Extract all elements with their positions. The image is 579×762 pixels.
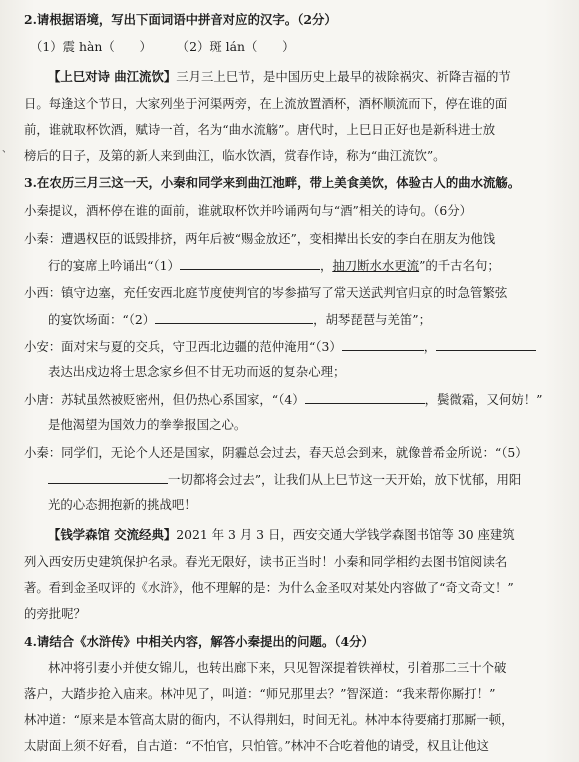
q3-tang-a2: ，鬓微霜，又何妨！”: [424, 392, 543, 407]
q3-xi-line-a: 小西：镇守边塞，充任安西北庭节度使判官的岑参描写了常天送武判官归京的时急管繁弦: [24, 285, 508, 300]
q4-line-1: 落户，大踏步抢入庙来。林冲见了，叫道：“师兄那里去？”智深道：“我来帮你厮打！”: [24, 686, 496, 701]
q2-heading: 2.请根据语境，写出下面词语中拼音对应的汉字。（2分）: [24, 12, 337, 27]
passage2-tag: 【钱学森馆 交流经典】: [48, 527, 177, 542]
q3-an-a1: 小安：面对宋与夏的交兵，守卫西北边疆的范仲淹用“（3）: [24, 339, 342, 354]
q3-qin-b1: 行的宴席上吟诵出“（1）: [48, 258, 180, 273]
q3-tang-line-b: 是他渴望为国效力的拳拳报国之心。: [48, 417, 247, 432]
passage2-text-0: 2021 年 3 月 3 日，西安交通大学钱学森图书馆等 30 座建筑: [176, 527, 515, 542]
q3-xi-b1: 的宴饮场面：“（2）: [48, 312, 156, 327]
passage1-text-0: 三月三上巳节，是中国历史上最早的祓除祸灾、祈降吉福的节: [176, 69, 511, 84]
q4-heading: 4.请结合《水浒传》中相关内容，解答小秦提出的问题。（4分）: [24, 634, 374, 649]
q4-line-3: 太尉面上须不好看，自古道：“不怕官，只怕管。”林冲不合吃着他的请受，权且让他这: [24, 738, 489, 753]
passage2-line-1: 列入西安历史建筑保护名录。春光无限好，读书正当时！小秦和同学相约去图书馆阅读名: [24, 554, 508, 569]
answer-blank-1[interactable]: [180, 257, 320, 270]
q3-xi-line-b: [48, 311, 431, 328]
passage2-line-2: 著。看到金圣叹评的《水浒》，他不理解的是：为什么金圣叹对某处内容做了“奇文奇文！”: [24, 580, 514, 595]
q4-line-2: 林冲道：“原来是本管高太尉的衙内，不认得荆妇，时间无礼。林冲本待要痛打那厮一顿，: [24, 712, 514, 727]
q3-heading-0: 3.在农历三月三这一天，小秦和同学来到曲江池畔，带上美食美饮，体验古人的曲水流觞。: [24, 175, 521, 190]
passage1-line-2: 前，谁就取杯饮酒，赋诗一首，名为“曲水流觞”。唐代时，上巳日正好也是新科进士放: [24, 122, 496, 137]
passage2-line-3: 的旁批呢？: [24, 606, 86, 621]
q3-qin-line-a: 小秦：遭遇权臣的诋毁排挤，两年后被“赐金放还”，变相撵出长安的李白在朋友为他饯: [24, 231, 496, 246]
q3-an-line-b: 表达出戍边将士思念家乡但不甘无功而返的复杂心理；: [48, 364, 346, 379]
q3-qin-b3: 抽刀断水水更流: [332, 258, 420, 273]
q3-qin-line-b: [48, 257, 500, 274]
passage1-tag: 【上巳对诗 曲江流饮】: [48, 69, 177, 84]
passage2-line-0: [48, 527, 515, 543]
q3-qin2-line-a: 小秦：同学们，无论个人还是国家，阴霾总会过去，春天总会到来，就像普希金所说：“（5）: [24, 445, 528, 460]
q3-qin-b2: ，: [319, 258, 333, 273]
passage1-line-3: 榜后的日子，及第的新人来到曲江，临水饮酒，赏春作诗，称为“曲江流饮”。: [24, 148, 446, 163]
q4-line-0: 林冲将引妻小并使女锦儿，也转出廊下来，只见智深提着铁禅杖，引着那二三十个破: [48, 660, 507, 675]
q3-heading-1: 小秦提议，酒杯停在谁的面前，谁就取杯饮并吟诵两句与“酒”相关的诗句。（6分）: [24, 203, 473, 218]
answer-blank-4[interactable]: [305, 391, 425, 404]
q3-an-a2: ，: [423, 339, 437, 354]
q3-qin2-b: 一切都将会过去”，让我们从上巳节这一天开始，放下忧郁，用阳: [168, 472, 522, 487]
q3-tang-a1: 小唐：苏轼虽然被贬密州，但仍热心系国家，“（4）: [24, 392, 305, 407]
q3-an-line-a: [24, 338, 536, 355]
answer-blank-5[interactable]: [48, 471, 168, 484]
passage1-line-0: [48, 69, 511, 85]
answer-blank-3[interactable]: [342, 338, 424, 351]
q2-items: （1）震 hàn（ ） （2）斑 lán（ ）: [30, 39, 295, 54]
q3-qin2-line-b: [48, 471, 521, 488]
passage1-line-1: 日。每逢这个节日，大家列坐于河渠两旁，在上流放置酒杯，酒杯顺流而下，停在谁的面: [24, 96, 508, 111]
q3-qin2-line-c: 光的心态拥抱新的挑战吧！: [48, 497, 197, 512]
q3-tang-line-a: [24, 391, 542, 408]
q3-xi-b2: ，胡琴琵琶与羌笛”；: [313, 312, 432, 327]
q3-qin-b4: ”的千古名句；: [419, 258, 500, 273]
margin-mark: 、: [2, 144, 12, 155]
answer-blank-2[interactable]: [155, 311, 313, 324]
answer-blank-3b[interactable]: [436, 338, 536, 351]
